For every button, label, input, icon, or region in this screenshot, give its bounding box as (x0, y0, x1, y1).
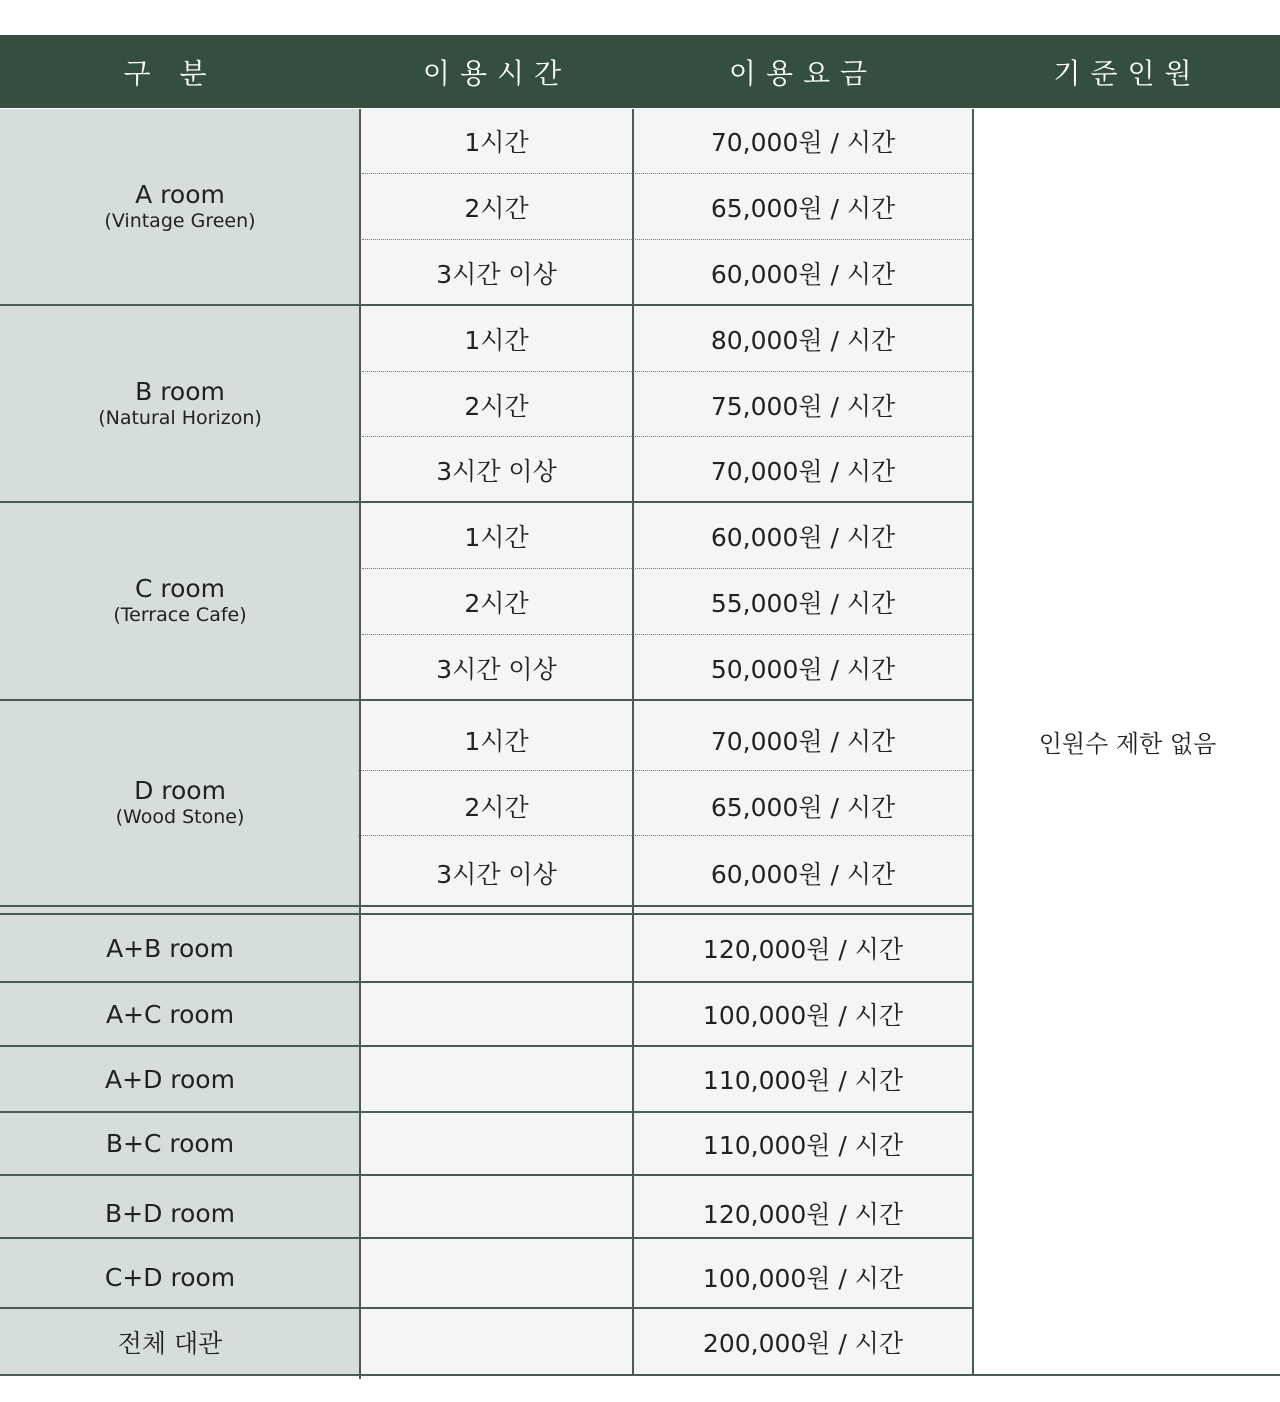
price-cell: 60,000원 / 시간 (710, 860, 896, 889)
room-cell-a (0, 109, 360, 304)
combo-price: 100,000원 / 시간 (702, 1264, 904, 1293)
combo-name: 전체 대관 (117, 1328, 223, 1358)
divider (0, 1174, 974, 1176)
room-cell-b (0, 306, 360, 501)
time-cell: 1시간 (464, 128, 529, 157)
dotted-divider (362, 371, 972, 372)
price-cell: 70,000원 / 시간 (710, 727, 896, 756)
combo-price: 100,000원 / 시간 (702, 1001, 904, 1030)
header-usage-time: 이용시간 (422, 56, 572, 90)
time-cell: 2시간 (464, 793, 529, 822)
combo-price: 110,000원 / 시간 (702, 1066, 904, 1095)
room-subtitle: (Vintage Green) (104, 209, 256, 232)
price-cell: 65,000원 / 시간 (710, 194, 896, 223)
dotted-divider (362, 634, 972, 635)
room-subtitle: (Natural Horizon) (98, 406, 262, 429)
time-cell: 3시간 이상 (436, 654, 557, 684)
header-usage-fee: 이용요금 (728, 56, 878, 90)
table-bottom-border (0, 1374, 1280, 1376)
room-subtitle: (Terrace Cafe) (113, 604, 247, 626)
room-name: C room (134, 574, 226, 603)
header-capacity: 기준인원 (1053, 56, 1202, 90)
combo-name: A+C room (105, 999, 235, 1029)
price-cell: 55,000원 / 시간 (710, 589, 896, 618)
time-cell: 2시간 (464, 589, 529, 618)
combo-name: B+D room (105, 1198, 235, 1228)
price-cell: 60,000원 / 시간 (710, 522, 896, 552)
price-cell: 60,000원 / 시간 (710, 259, 896, 289)
combo-price: 120,000원 / 시간 (702, 1200, 904, 1229)
time-cell: 3시간 이상 (436, 259, 557, 289)
time-cell: 3시간 이상 (436, 860, 557, 889)
time-cell: 1시간 (464, 522, 529, 552)
price-cell: 80,000원 / 시간 (710, 325, 896, 355)
price-cell: 75,000원 / 시간 (710, 391, 896, 421)
combo-name: A+B room (106, 933, 234, 963)
time-cell: 1시간 (464, 727, 529, 756)
combo-name: A+D room (105, 1064, 235, 1094)
room-name: B room (135, 376, 225, 406)
price-cell: 65,000원 / 시간 (710, 793, 896, 822)
dotted-divider (362, 568, 972, 569)
price-cell: 50,000원 / 시간 (710, 654, 896, 684)
room-name: A room (135, 179, 225, 209)
capacity-cell: 인원수 제한 없음 (1038, 730, 1217, 758)
header-category: 구 분 (123, 56, 217, 90)
time-cell: 2시간 (464, 391, 529, 421)
time-cell: 2시간 (464, 194, 529, 223)
room-name: D room (134, 776, 226, 805)
table-header (0, 35, 1280, 108)
dotted-divider (362, 239, 972, 240)
dotted-divider (362, 436, 972, 437)
time-cell: 1시간 (464, 325, 529, 355)
combo-name: B+C room (105, 1129, 235, 1158)
room-subtitle: (Wood Stone) (115, 806, 245, 828)
room-cell-d (0, 701, 360, 905)
combo-price: 110,000원 / 시간 (702, 1130, 904, 1160)
combo-price: 120,000원 / 시간 (702, 935, 904, 964)
price-cell: 70,000원 / 시간 (710, 128, 896, 157)
time-cell: 3시간 이상 (436, 456, 557, 486)
divider (972, 109, 974, 1376)
room-cell-c (0, 503, 360, 699)
combo-price: 200,000원 / 시간 (702, 1328, 904, 1358)
dotted-divider (362, 173, 972, 174)
combo-name: C+D room (104, 1262, 236, 1292)
price-cell: 70,000원 / 시간 (710, 456, 896, 486)
